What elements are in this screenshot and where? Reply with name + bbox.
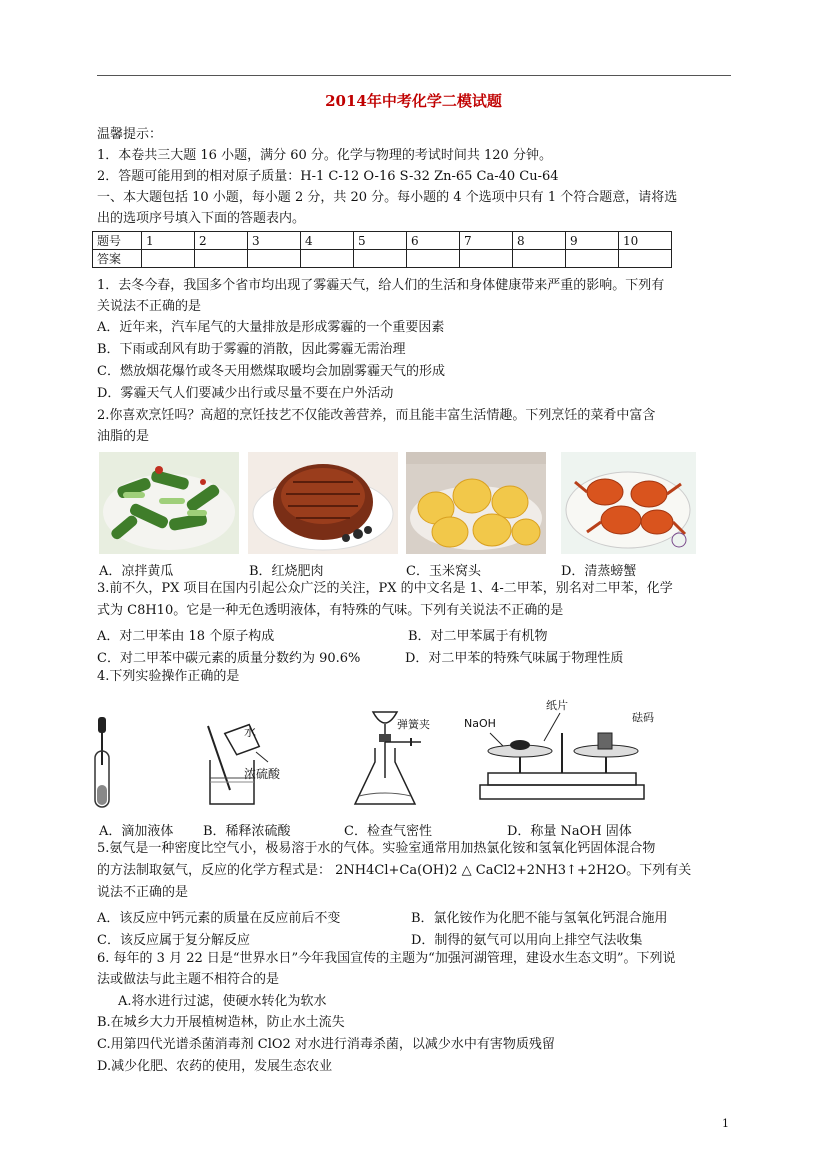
label-naoh: NaOH [464, 717, 496, 730]
q5-stem-b: 的方法制取氨气，反应的化学方程式是： 2NH4Cl+Ca(OH)2 △ CaCl2+2NH3↑+2H2O。下列有关 [97, 863, 692, 878]
balance-diagram [460, 693, 660, 811]
answer-table-answer-row [93, 250, 672, 268]
q4-option-a: A．滴加液体 [99, 824, 174, 839]
answer-table-number: 4 [301, 232, 354, 250]
answer-table-number-row [93, 232, 672, 250]
q1-option-c: C．燃放烟花爆竹或冬天用燃煤取暖均会加剧雾霾天气的形成 [97, 364, 445, 379]
answer-cell[interactable] [513, 250, 566, 268]
answer-table-answer-label: 答案 [93, 250, 142, 268]
label-paper: 纸片 [546, 699, 568, 712]
answer-cell[interactable] [248, 250, 301, 268]
answer-table-number: 6 [407, 232, 460, 250]
q2-option-c: C．玉米窝头 [406, 564, 481, 579]
section-1-instructions-a: 一、本大题包括 10 小题，每小题 2 分，共 20 分。每小题的 4 个选项中只有 1 个符合题意，请将选 [97, 190, 678, 205]
answer-table-number: 10 [619, 232, 672, 250]
answer-table-number: 7 [460, 232, 513, 250]
answer-cell[interactable] [566, 250, 619, 268]
answer-table-number: 5 [354, 232, 407, 250]
cucumber-salad-photo [99, 452, 239, 554]
section-1-instructions-b: 出的选项序号填入下面的答题表内。 [97, 211, 306, 226]
q6-stem-b: 法或做法与此主题不相符合的是 [97, 972, 280, 987]
header-rule [97, 75, 731, 76]
q4-option-d: D．称量 NaOH 固体 [507, 824, 632, 839]
answer-cell[interactable] [407, 250, 460, 268]
q6-option-c: C.用第四代光谱杀菌消毒剂 ClO2 对水进行消毒杀菌，以减少水中有害物质残留 [97, 1037, 555, 1052]
q1-option-d: D．雾霾天气人们要减少出行或尽量不要在户外活动 [97, 386, 394, 401]
steamed-crab-photo [561, 452, 696, 554]
q2-option-a: A．凉拌黄瓜 [99, 564, 174, 579]
notice-line-1: 1．本卷共三大题 16 小题，满分 60 分。化学与物理的考试时间共 120 分钟。 [97, 148, 552, 163]
q3-option-b: B．对二甲苯属于有机物 [408, 629, 548, 644]
answer-table-number: 3 [248, 232, 301, 250]
braised-pork-photo [248, 452, 398, 554]
notice-line-2: 2．答题可能用到的相对原子质量：H-1 C-12 O-16 S-32 Zn-65 Ca-40 Cu-64 [97, 169, 559, 184]
page-number: 1 [722, 1117, 729, 1130]
answer-cell[interactable] [142, 250, 195, 268]
answer-table-number-label: 题号 [93, 232, 142, 250]
answer-cell[interactable] [619, 250, 672, 268]
q3-option-c: C．对二甲苯中碳元素的质量分数约为 90.6% [97, 651, 361, 666]
q3-stem-b: 式为 C8H10。它是一种无色透明液体，有特殊的气味。下列有关说法不正确的是 [97, 603, 564, 618]
diluting-acid-diagram [196, 718, 311, 810]
q6-stem-a: 6. 每年的 3 月 22 日是“世界水日”今年我国宣传的主题为“加强河湖管理，建设水生态文明”。下列说 [97, 951, 676, 966]
q3-option-d: D．对二甲苯的特殊气味属于物理性质 [405, 651, 624, 666]
answer-cell[interactable] [460, 250, 513, 268]
corn-bun-photo [406, 452, 546, 554]
label-clamp: 弹簧夹 [397, 718, 430, 731]
answer-cell[interactable] [354, 250, 407, 268]
q6-option-b: B.在城乡大力开展植树造林，防止水土流失 [97, 1015, 345, 1030]
q2-option-b: B．红烧肥肉 [249, 564, 324, 579]
q3-stem-a: 3.前不久，PX 项目在国内引起公众广泛的关注，PX 的中文名是 1、4-二甲苯，别名对二甲苯，化学 [97, 581, 673, 596]
label-conc-acid: 浓硫酸 [244, 767, 281, 781]
q4-option-b: B．稀释浓硫酸 [203, 824, 291, 839]
q5-option-d: D．制得的氨气可以用向上排空气法收集 [411, 933, 643, 948]
q1-stem-a: 1．去冬今春，我国多个省市均出现了雾霾天气，给人们的生活和身体健康带来严重的影响。下列有 [97, 278, 665, 293]
q4-stem: 4.下列实验操作正确的是 [97, 669, 240, 684]
q2-stem-b: 油脂的是 [97, 429, 150, 444]
q2-stem-a: 2.你喜欢烹饪吗？高超的烹饪技艺不仅能改善营养，而且能丰富生活情趣。下列烹饪的菜肴中富含 [97, 408, 656, 423]
q5-stem-a: 5.氨气是一种密度比空气小，极易溶于水的气体。实验室通常用加热氯化铵和氢氧化钙固体混合物 [97, 841, 656, 856]
answer-cell[interactable] [195, 250, 248, 268]
page-title: 2014年中考化学二模试题 [325, 92, 502, 110]
answer-table-number: 9 [566, 232, 619, 250]
label-weight: 砝码 [632, 711, 654, 724]
answer-cell[interactable] [301, 250, 354, 268]
q4-option-c: C．检查气密性 [344, 824, 432, 839]
q5-option-b: B．氯化铵作为化肥不能与氢氧化钙混合施用 [411, 911, 668, 926]
q1-option-b: B．下雨或刮风有助于雾霾的消散，因此雾霾无需治理 [97, 342, 406, 357]
answer-table-number: 2 [195, 232, 248, 250]
q6-option-d: D.减少化肥、农药的使用，发展生态农业 [97, 1059, 333, 1074]
q2-option-d: D．清蒸螃蟹 [561, 564, 637, 579]
label-water: 水 [244, 725, 257, 739]
answer-table-number: 1 [142, 232, 195, 250]
answer-table-number: 8 [513, 232, 566, 250]
q6-option-a: A.将水进行过滤，使硬水转化为软水 [118, 994, 327, 1009]
dropper-diagram [92, 715, 116, 810]
q1-stem-b: 关说法不正确的是 [97, 299, 202, 314]
q5-option-a: A．该反应中钙元素的质量在反应前后不变 [97, 911, 341, 926]
q5-stem-c: 说法不正确的是 [97, 885, 189, 900]
answer-table [92, 231, 672, 268]
q5-option-c: C．该反应属于复分解反应 [97, 933, 250, 948]
q3-option-a: A．对二甲苯由 18 个原子构成 [97, 629, 275, 644]
airtightness-diagram [345, 708, 475, 812]
q1-option-a: A．近年来，汽车尾气的大量排放是形成雾霾的一个重要因素 [97, 320, 445, 335]
notice-heading: 温馨提示： [97, 127, 163, 142]
